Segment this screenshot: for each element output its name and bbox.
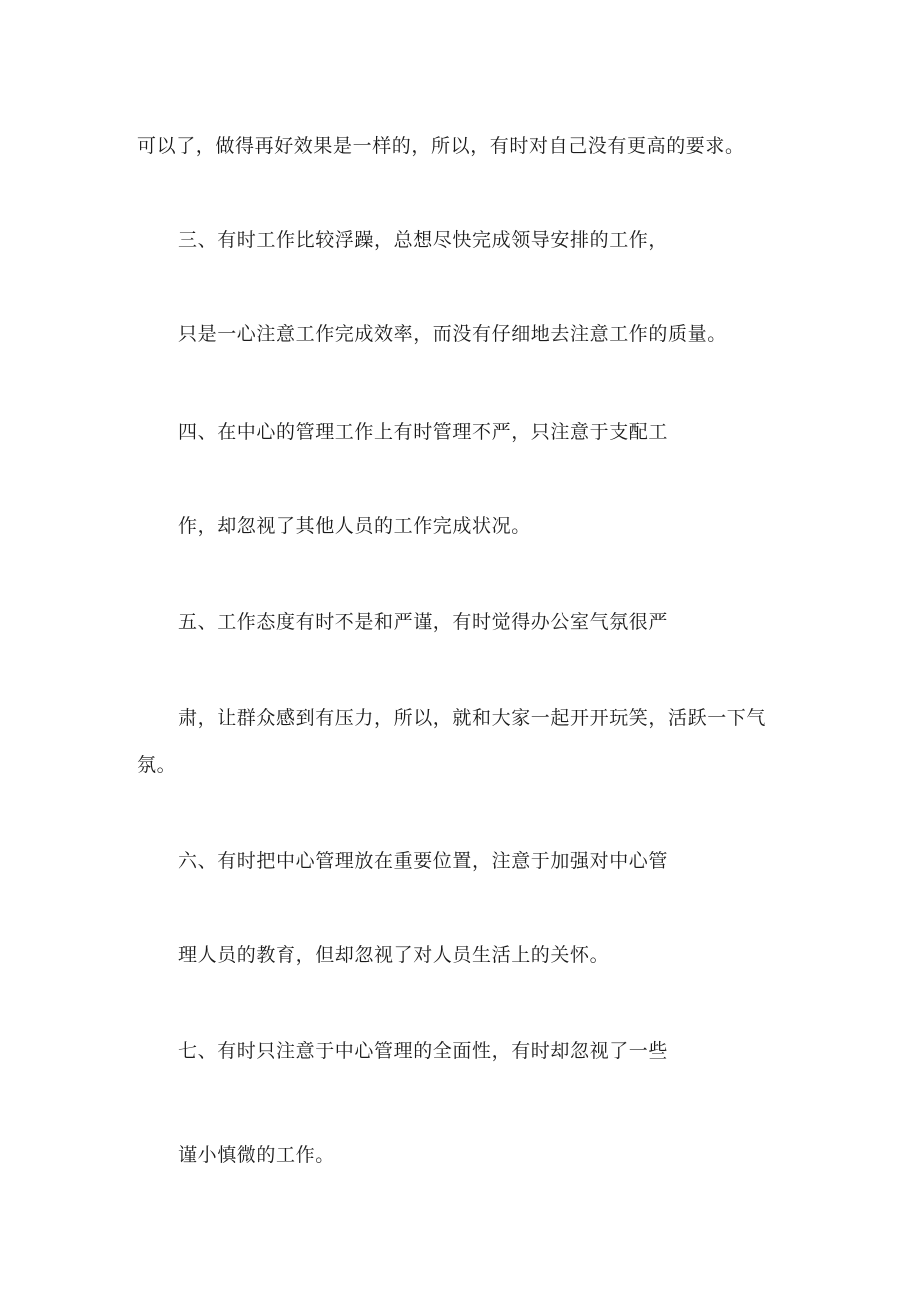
text-line-7: 肃，让群众感到有压力，所以，就和大家一起开开玩笑，活跃一下气 (178, 707, 767, 729)
text-line-2: 三、有时工作比较浮躁，总想尽快完成领导安排的工作， (178, 229, 669, 251)
text-line-9: 六、有时把中心管理放在重要位置，注意于加强对中心管 (178, 850, 669, 872)
text-line-4: 四、在中心的管理工作上有时管理不严，只注意于支配工 (178, 421, 669, 443)
text-line-8: 氛。 (137, 754, 177, 776)
text-line-12: 谨小慎微的工作。 (178, 1144, 335, 1166)
text-line-11: 七、有时只注意于中心管理的全面性，有时却忽视了一些 (178, 1040, 669, 1062)
text-line-1: 可以了，做得再好效果是一样的，所以，有时对自己没有更高的要求。 (137, 135, 745, 157)
text-line-10: 理人员的教育，但却忽视了对人员生活上的关怀。 (178, 944, 610, 966)
text-line-6: 五、工作态度有时不是和严谨，有时觉得办公室气氛很严 (178, 611, 669, 633)
text-line-3: 只是一心注意工作完成效率，而没有仔细地去注意工作的质量。 (178, 323, 727, 345)
text-line-5: 作，却忽视了其他人员的工作完成状况。 (178, 515, 531, 537)
